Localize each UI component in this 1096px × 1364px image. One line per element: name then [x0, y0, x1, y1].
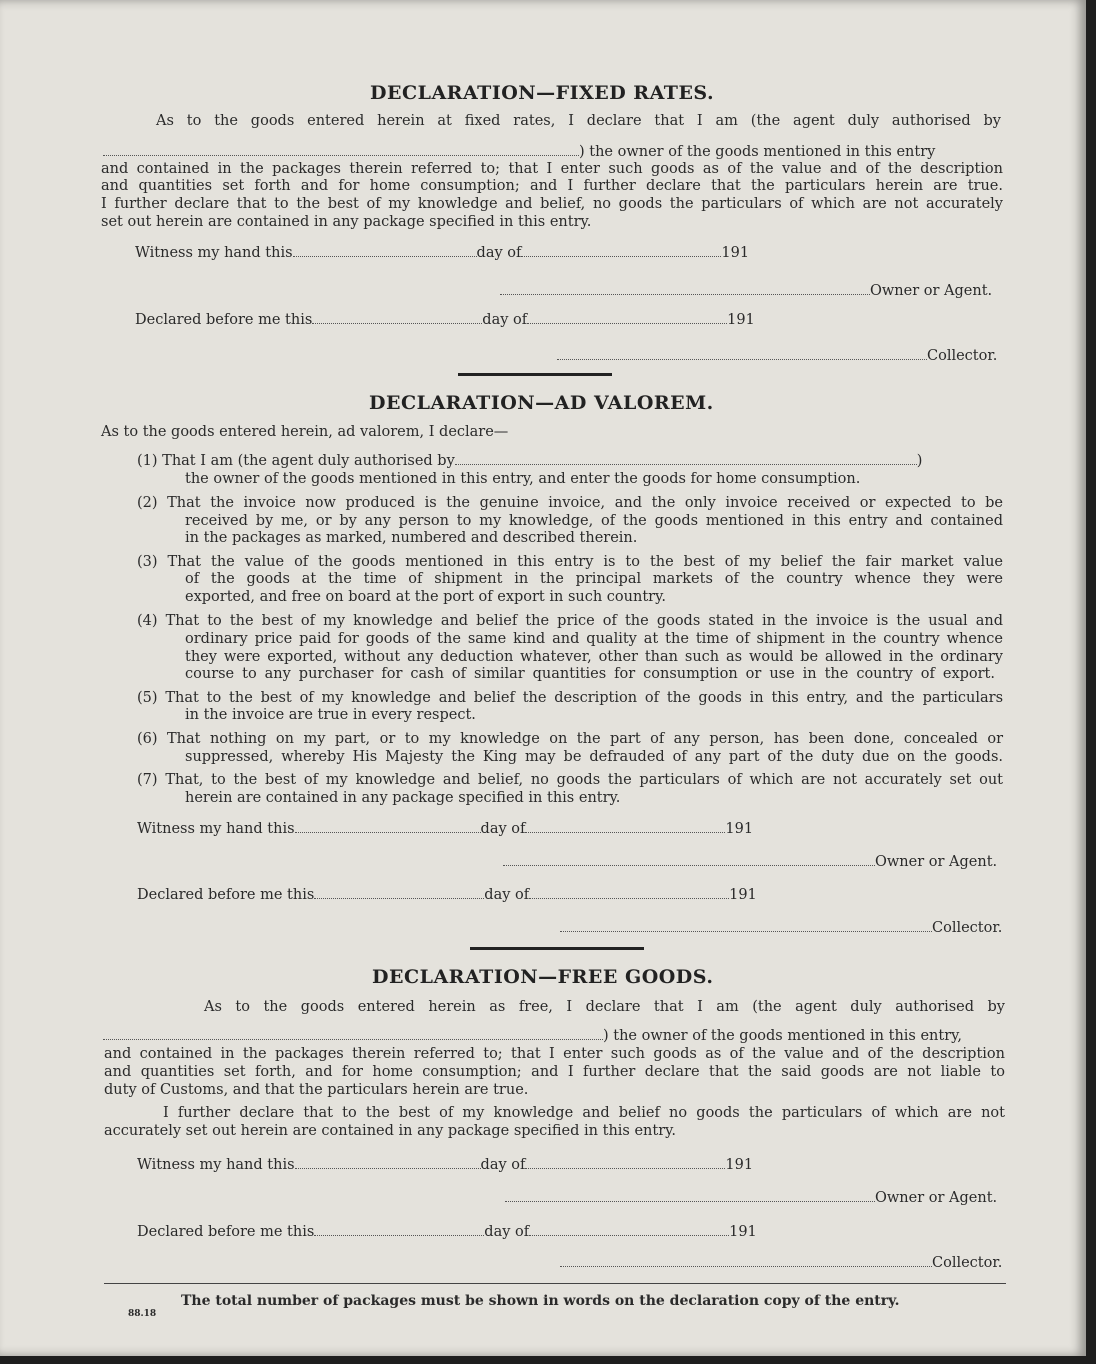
day-of-label: day of [482, 312, 528, 328]
year-label: 191 [725, 1157, 754, 1173]
year-label: 191 [721, 245, 750, 261]
ad-valorem-intro: As to the goods entered herein, ad valorem, I declare— [101, 424, 509, 440]
declared-month-field[interactable] [529, 1234, 729, 1236]
witness-day-field[interactable] [295, 831, 481, 833]
year-label: 191 [729, 1224, 757, 1240]
witness-label: Witness my hand this [137, 1157, 295, 1173]
ad-valorem-item-3: (3) That the value of the goods mentioned in this entry is to the best of my belief the fair market value [137, 554, 1003, 570]
free-intro-line3: and contained in the packages therein referred to; that I enter such goods as of the value and of the description [104, 1046, 1005, 1062]
footer-note: The total number of packages must be shown in words on the declaration copy of the entry. [181, 1293, 900, 1309]
free-declared-row [137, 1223, 757, 1241]
collector-signature-field[interactable] [557, 358, 927, 360]
ad-valorem-item-2: (2) That the invoice now produced is the genuine invoice, and the only invoice received or expected to be [137, 495, 1003, 511]
free-goods-title: DECLARATION—FREE GOODS. [372, 966, 714, 988]
declared-month-field[interactable] [529, 897, 729, 899]
collector-signature-field[interactable] [560, 930, 932, 932]
section-divider [470, 947, 644, 950]
day-of-label: day of [484, 887, 530, 903]
ad-valorem-item-7: (7) That, to the best of my knowledge and belief, no goods the particulars of which are not accurately set out [137, 772, 1003, 788]
free-intro-line4: and quantities set forth, and for home consumption; and I further declare that the said goods are not liable to [104, 1064, 1005, 1080]
collector-label: Collector. [927, 348, 998, 364]
declared-day-field[interactable] [314, 1234, 484, 1236]
declared-day-field[interactable] [312, 322, 482, 324]
adval-collector-row [560, 919, 1002, 937]
witness-label: Witness my hand this [137, 821, 295, 837]
fixed-witness-row [135, 244, 749, 262]
declared-day-field[interactable] [314, 897, 484, 899]
declared-label: Declared before me this [135, 312, 313, 328]
adval-owner-row [503, 853, 997, 871]
year-label: 191 [725, 821, 754, 837]
form-code: 88.18 [128, 1309, 157, 1319]
free-intro-line2: ) the owner of the goods mentioned in this entry, [603, 1028, 963, 1044]
agent-name-field[interactable] [455, 463, 917, 465]
witness-month-field[interactable] [525, 831, 725, 833]
collector-signature-field[interactable] [560, 1265, 932, 1267]
year-label: 191 [727, 312, 755, 328]
declared-label: Declared before me this [137, 1224, 315, 1240]
collector-label: Collector. [932, 1255, 1003, 1271]
adval-witness-row [137, 820, 753, 838]
day-of-label: day of [480, 1157, 526, 1173]
owner-signature-field[interactable] [500, 293, 870, 295]
fixed-owner-row [500, 282, 992, 300]
footer-rule [104, 1283, 1006, 1284]
fixed-rates-title: DECLARATION—FIXED RATES. [370, 82, 715, 104]
day-of-label: day of [480, 821, 526, 837]
witness-label: Witness my hand this [135, 245, 293, 261]
ad-valorem-item-5: (5) That to the best of my knowledge and belief the description of the goods in this entry, and the particulars [137, 690, 1004, 706]
fixed-intro-line3: and contained in the packages therein referred to; that I enter such goods as of the value and of the description [101, 161, 1003, 177]
witness-month-field[interactable] [525, 1167, 725, 1169]
witness-day-field[interactable] [293, 255, 477, 257]
section-divider [458, 373, 612, 376]
fixed-collector-row [557, 347, 997, 365]
fixed-intro-line1: As to the goods entered herein at fixed rates, I declare that I am (the agent duly authorised by [156, 113, 1001, 129]
free-para2-line2: accurately set out herein are contained in any package specified in this entry. [104, 1123, 677, 1139]
free-para2-line1: I further declare that to the best of my knowledge and belief no goods the particulars of which are not [163, 1105, 1005, 1121]
witness-month-field[interactable] [521, 255, 721, 257]
fixed-declared-row [135, 311, 755, 329]
customs-declaration-form: DECLARATION—FIXED RATES. As to the goods entered herein at fixed rates, I declare that I am (the agent duly authorised by ) the owner of the goods mentioned in this entry and contained in the packages therein referred to; that I enter such goods as of the value and of the description and quantities set forth and for home consumption; and I further declare that the particulars herein are true. I further declare that to the best of my knowledge and belief, no goods the particulars of which are not accurately set out herein are contained in any package specified in this entry. Witness my hand this day of 191 Owner or Agent. Declared before me this day of 191 Collector. DECLARATION—AD VALOREM. As to the goods entered herein, ad valorem, I declare— (1) That I am (the agent duly authorised by ) the owner of the goods mentioned in this entry, and enter the goods for home consumption. (2) That the invoice now produced is the genuine invoice, and the only invoice received or expected to be received by me, or by any person to my knowledge, of the goods mentioned in this entry and contained in the packages as marked, numbered and described therein. (3) That the value of the goods mentioned in this entry is to the best of my belief the fair market value of the goods at the time of shipment in the principal markets of the country whence they were exported, and free on board at the port of export in such country. (4) That to the best of my knowledge and belief the price of the goods stated in the invoice is the usual and ordinary price paid for goods of the same kind and quality at the time of shipment in the country whence they were exported, without any deduction whatever, other than such as would be allowed in the ordinary course to any purchaser for cash of similar quantities for consumption or use in the country of export. (5) That to the best of my knowledge and belief the description of the goods in this entry, and the particulars in the invoice are true in every respect. (6) That nothing on my part, or to my knowledge on the part of any person, has been done, concealed or suppressed, whereby His Majesty the King may be defrauded of any part of the duty due on the goods. (7) That, to the best of my knowledge and belief, no goods the particulars of which are not accurately set out herein are contained in any package specified in this entry. Witness my hand this day of 191 Owner or Agent. Declared before me this day of 191 Collector. DECLARATION—FREE GOODS. As to the goods entered herein as free, I declare that I am (the agent duly authorised by ) the owner of the goods mentioned in this entry, and contained in the packages therein referred to; that I enter such goods as of the value and of the description and quantities set forth, and for home consumption; and I further declare that the said goods are not liable to duty of Customs, and that the particulars herein are true. I further declare that to the best of my knowledge and belief no goods the particulars of which are not accurately set out herein are contained in any package specified in this entry. Witness my hand this day of 191 Owner or Agent. Declared before me this day of 191 Collector. The total number of packages must be shown in words on the declaration copy of the entry. 88.18 [0, 0, 1086, 1356]
free-collector-row [560, 1254, 1002, 1272]
ad-valorem-item-4: (4) That to the best of my knowledge and belief the price of the goods stated in the invoice is the usual and [137, 613, 1004, 629]
year-label: 191 [729, 887, 757, 903]
fixed-intro-line5: I further declare that to the best of my knowledge and belief, no goods the particulars of which are not accurately [101, 196, 1003, 212]
collector-label: Collector. [932, 920, 1003, 936]
owner-label: Owner or Agent. [875, 854, 998, 870]
free-owner-row [505, 1189, 997, 1207]
day-of-label: day of [484, 1224, 530, 1240]
fixed-intro-line6: set out herein are contained in any package specified in this entry. [101, 214, 592, 230]
owner-label: Owner or Agent. [875, 1190, 998, 1206]
owner-signature-field[interactable] [505, 1200, 875, 1202]
witness-day-field[interactable] [295, 1167, 481, 1169]
free-witness-row [137, 1156, 753, 1174]
free-intro-line5: duty of Customs, and that the particulars herein are true. [104, 1082, 529, 1098]
ad-valorem-item-1: (1) That I am (the agent duly authorised by ) [137, 453, 923, 469]
fixed-intro-line2: ) the owner of the goods mentioned in this entry [579, 144, 936, 160]
agent-name-field[interactable] [103, 154, 579, 156]
ad-valorem-title: DECLARATION—AD VALOREM. [369, 392, 714, 414]
declared-month-field[interactable] [527, 322, 727, 324]
fixed-intro-line4: and quantities set forth and for home consumption; and I further declare that the particulars herein are true. [101, 178, 1003, 194]
declared-label: Declared before me this [137, 887, 315, 903]
day-of-label: day of [476, 245, 522, 261]
agent-name-field[interactable] [103, 1038, 603, 1040]
free-intro-line1: As to the goods entered herein as free, I declare that I am (the agent duly authorised by [204, 999, 1005, 1015]
ad-valorem-item-6: (6) That nothing on my part, or to my knowledge on the part of any person, has been done, concealed or [137, 731, 1003, 747]
adval-declared-row [137, 886, 757, 904]
owner-label: Owner or Agent. [870, 283, 993, 299]
owner-signature-field[interactable] [503, 864, 875, 866]
